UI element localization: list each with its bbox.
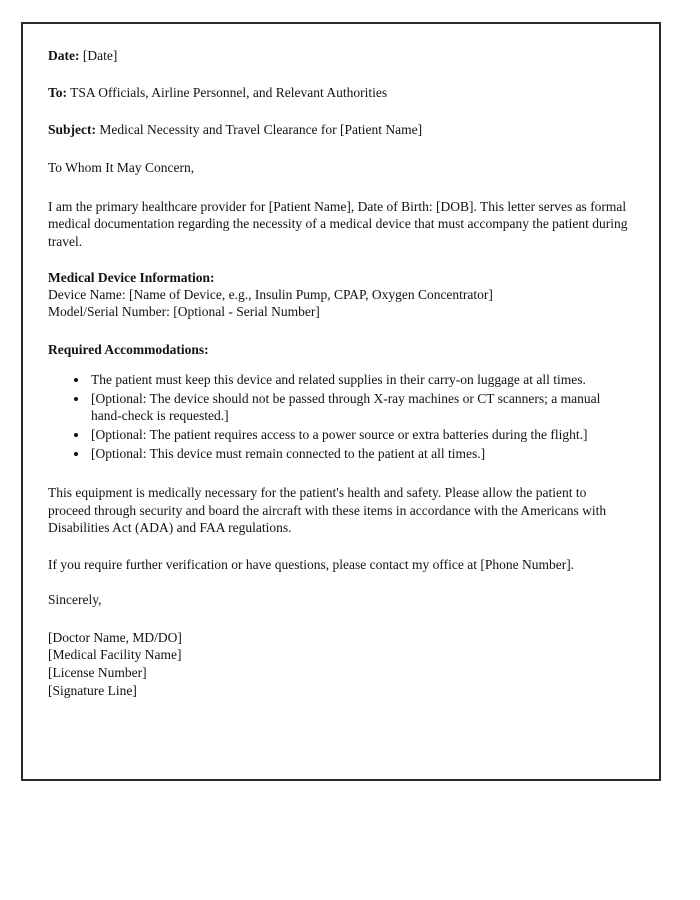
header-field-subject-label: Subject: <box>48 122 96 138</box>
list-item: • [Optional: The patient requires access to a power source or extra batteries during the flight.] <box>89 426 630 444</box>
signature-facility-name: [Medical Facility Name] <box>48 647 182 663</box>
header-field-subject <box>48 122 630 138</box>
body-paragraph-contact: If you require further verification or have questions, please contact my office at [Phone Number]. <box>48 556 575 572</box>
signature-doctor-name: [Doctor Name, MD/DO] <box>48 629 182 645</box>
header-field-date-value: [Date] <box>82 48 118 63</box>
closing-line: Sincerely, <box>48 592 102 608</box>
medical-device-section <box>48 269 630 320</box>
intro-paragraph: I am the primary healthcare provider for [Patient Name], Date of Birth: [DOB]. This letter serves as formal medical documentation regarding the necessity of a medical device that must accompany the patient during travel. <box>48 198 628 249</box>
header-field-to-label: To: <box>48 85 68 101</box>
signature-license-number: [License Number] <box>48 665 147 681</box>
header-field-to <box>48 85 630 101</box>
accommodations-heading: Required Accommodations: <box>48 342 209 358</box>
header-field-date-label: Date: <box>48 48 80 63</box>
header-field-subject-value: Medical Necessity and Travel Clearance for [Patient Name] <box>99 122 423 138</box>
header-field-date <box>48 48 630 64</box>
device-name-line: Device Name: [Name of Device, e.g., Insulin Pump, CPAP, Oxygen Concentrator] <box>48 287 493 303</box>
device-serial-line: Model/Serial Number: [Optional - Serial Number] <box>48 304 320 320</box>
medical-device-heading: Medical Device Information: <box>48 270 215 286</box>
salutation: To Whom It May Concern, <box>48 159 195 175</box>
list-item: • [Optional: This device must remain connected to the patient at all times.] <box>89 445 630 463</box>
body-paragraph-compliance: This equipment is medically necessary for the patient's health and safety. Please allow the patient to proceed through security and board the aircraft with these items in accordance with the Americans with Disabilities Act (ADA) and FAA regulations. <box>48 485 607 536</box>
header-field-to-value: TSA Officials, Airline Personnel, and Relevant Authorities <box>70 85 388 101</box>
list-item: • [Optional: The device should not be passed through X-ray machines or CT scanners; a manual hand-check is requested.] <box>89 390 630 425</box>
list-item: • The patient must keep this device and related supplies in their carry-on luggage at all times. <box>89 371 630 389</box>
letter-border-frame <box>21 22 661 781</box>
accommodations-list <box>48 371 630 462</box>
letter-content <box>48 48 630 700</box>
signature-block <box>48 629 630 701</box>
signature-line: [Signature Line] <box>48 683 137 699</box>
